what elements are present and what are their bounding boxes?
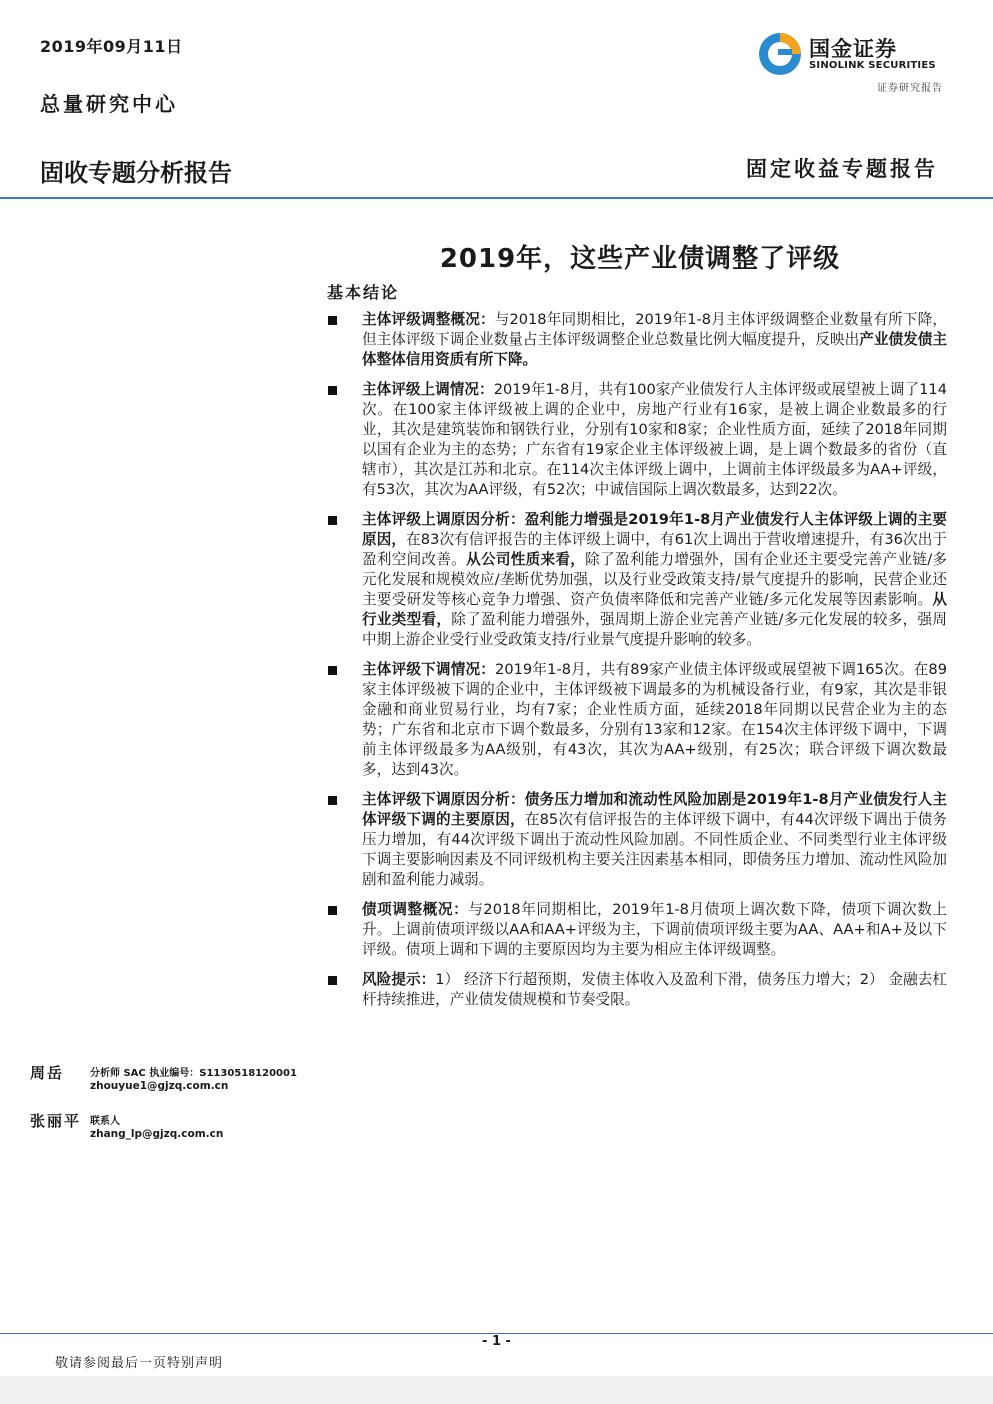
logo-english-name: SINOLINK SECURITIES [809, 60, 936, 71]
header-divider [0, 197, 993, 199]
item-lead: 风险提示： [362, 971, 436, 988]
item-text: 2019年1-8月，共有100家产业债发行人主体评级或展望被上调了114次。在100家主体评级被上调的企业中，房地产行业有16家，是被上调企业数最多的行业，其次是建筑装饰和钢铁行业，分别有10家和8家；企业性质方面，延续了2018年同期以国有企业为主的态势；广东省有19家企业主体评级被上调，是上调个数最多的省份（直辖市），其次是江苏和北京。在114次主体评级上调中，上调前主体评级最多为AA+评级，有53次，其次为AA评级，有52次；中诚信国际上调次数最多，达到22次。 [362, 381, 947, 498]
item-emphasis: 产业债发债主体整体信用资质有所下降。 [362, 331, 947, 368]
item-lead: 主体评级上调原因分析：盈利能力增强是2019年1-8月产业债发行人主体评级上调的主要原因， [362, 511, 947, 548]
conclusion-list [327, 310, 947, 1020]
item-text: 与2018年同期相比，2019年1-8月主体评级调整企业数量有所下降，但主体评级下调企业数量占主体评级调整企业总数量比例大幅度提升，反映出 [362, 311, 947, 348]
item-text: 在85次有信评报告的主体评级下调中，有44次评级下调出于债务压力增加，有44次评级下调出于流动性风险加剧。不同性质企业、不同类型行业主体评级下调主要影响因素及不同评级机构主要关注因素基本相同，即债务压力增加、流动性风险加剧和盈利能力减弱。 [362, 811, 947, 888]
analyst-email[interactable]: zhang_lp@gjzq.com.cn [90, 1128, 224, 1140]
list-item [327, 660, 947, 780]
report-type-right: 固定收益专题报告 [746, 156, 938, 181]
analyst-role: 分析师 SAC 执业编号：S1130518120001 [90, 1068, 297, 1079]
analyst-name: 张丽平 [30, 1112, 82, 1130]
bottom-band [0, 1376, 993, 1404]
list-item [327, 970, 947, 1010]
item-lead: 主体评级下调原因分析：债务压力增加和流动性风险加剧是2019年1-8月产业债发行人主体评级下调的主要原因， [362, 791, 947, 828]
logo-chinese-name: 国金证券 [809, 37, 897, 61]
bullet-square-icon [328, 386, 337, 395]
item-text: 1） 经济下行超预期，发债主体收入及盈利下滑，债务压力增大；2） 金融去杠杆持续推进，产业债发债规模和节奏受限。 [362, 971, 947, 1008]
list-item [327, 380, 947, 500]
bullet-square-icon [328, 976, 337, 985]
analyst-name: 周岳 [30, 1064, 65, 1082]
item-lead: 主体评级调整概况： [362, 311, 495, 328]
company-logo [757, 31, 945, 77]
bullet-square-icon [328, 906, 337, 915]
analyst-role: 联系人 [90, 1116, 120, 1127]
item-text: 除了盈利能力增强外，强周期上游企业完善产业链/多元化发展的较多，强周中期上游企业受行业受政策支持/行业景气度提升影响的较多。 [362, 611, 947, 648]
list-item [327, 310, 947, 370]
bullet-square-icon [328, 316, 337, 325]
page-number: - 1 - [482, 1334, 511, 1349]
item-text: 与2018年同期相比，2019年1-8月债项上调次数下降，债项下调次数上升。上调前债项评级以AA和AA+评级为主，下调前债项评级主要为AA、AA+和A+及以下评级。债项上调和下调的主要原因均为主要为相应主体评级调整。 [362, 901, 947, 958]
report-date: 2019年09月11日 [40, 37, 183, 56]
research-center: 总量研究中心 [40, 92, 178, 116]
item-text: 在83次有信评报告的主体评级上调中，有61次上调出于营收增速提升，有36次出于盈利空间改善。 [362, 531, 947, 568]
bullet-square-icon [328, 796, 337, 805]
item-emphasis: 从行业类型看， [362, 591, 947, 628]
item-lead: 主体评级上调情况： [362, 381, 494, 398]
logo-subtitle: 证券研究报告 [877, 83, 943, 94]
footer-disclaimer: 敬请参阅最后一页特别声明 [55, 1356, 224, 1371]
bullet-square-icon [328, 516, 337, 525]
item-lead: 主体评级下调情况： [362, 661, 496, 678]
report-title: 2019年，这些产业债调整了评级 [439, 244, 841, 274]
report-type: 固收专题分析报告 [40, 159, 232, 187]
logo-mark-icon [757, 31, 803, 77]
item-text: 除了盈利能力增强外，国有企业还主要受完善产业链/多元化发展和规模效应/垄断优势加强，以及行业受政策支持/景气度提升的影响，民营企业还主要受研发等核心竞争力增强、资产负债率降低和完善产业链/多元化发展等因素影响。 [362, 551, 947, 608]
section-heading: 基本结论 [327, 283, 400, 302]
list-item [327, 900, 947, 960]
item-lead: 债项调整概况： [362, 901, 469, 918]
analyst-email[interactable]: zhouyue1@gjzq.com.cn [90, 1080, 229, 1092]
item-text: 2019年1-8月，共有89家产业债主体评级或展望被下调165次。在89家主体评级被下调的企业中，主体评级被下调最多的为机械设备行业，有9家，其次是非银金融和商业贸易行业，均有7家；企业性质方面，延续2018年同期以民营企业为主的态势；广东省和北京市下调个数最多，分别有13家和12家。在154次主体评级下调中，下调前主体评级最多为AA级别，有43次，其次为AA+级别，有25次；联合评级下调次数最多，达到43次。 [362, 661, 947, 778]
list-item [327, 510, 947, 650]
list-item [327, 790, 947, 890]
bullet-square-icon [328, 666, 337, 675]
item-emphasis: 从公司性质来看， [466, 551, 586, 568]
